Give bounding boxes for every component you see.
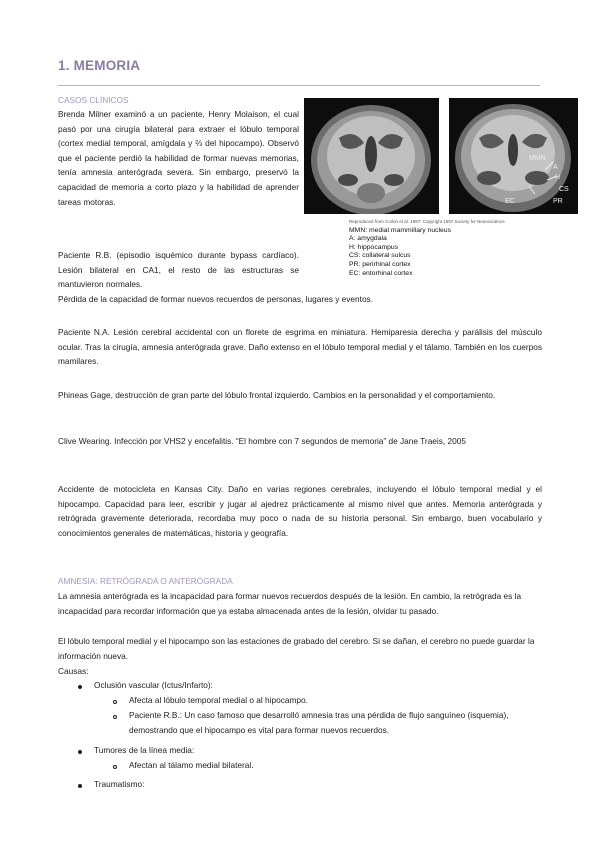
page-heading: 1. MEMORIA — [58, 58, 141, 73]
cause-item: Oclusión vascular (Ictus/Infarto): — [94, 680, 213, 690]
mri-label-mmn: MMN — [529, 155, 546, 162]
mri-label-cs: CS — [559, 186, 569, 193]
mri-label-pr: PR — [553, 198, 563, 205]
case-milner: Brenda Milner examinó a un paciente, Henry Molaison, el cual pasó por una cirugía bilateral para extraer el lóbulo temporal (cortex medial temporal, amígdala y ⅔ del hipocampo). Observó que el paciente perdió la habilidad de formar nuevas memorias, tenía amnesia anterógrada severa. Sin embargo, preservó la capacidad de memoria a corto plazo y la habilidad de aprender tareas motoras. — [58, 109, 299, 207]
sub-bullet-icon — [113, 765, 117, 769]
legend-item: MMN: medial mammillary nucleus — [349, 226, 451, 234]
section-title-cases: CASOS CLÍNICOS — [58, 95, 129, 105]
amnesia-paragraph-2: El lóbulo temporal medial y el hipocampo son las estaciones de grabado del cerebro. Si se dañan, el cerebro no puede guardar la información nueva. — [58, 636, 535, 661]
causes-label: Causas: — [58, 666, 89, 676]
case-wearing: Clive Wearing. Infección por VHS2 y encefalitis. “El hombre con 7 segundos de memoria” de Jane Traeis, 2005 — [58, 436, 466, 446]
case-gage: Phineas Gage, destrucción de gran parte del lóbulo frontal izquierdo. Cambios en la personalidad y el comportamiento. — [58, 390, 496, 400]
case-rb-followup: Pérdida de la capacidad de formar nuevos recuerdos de personas, lugares y eventos. — [58, 294, 374, 304]
legend-item: PR: perirhinal cortex — [349, 260, 411, 268]
cause-item: Traumatismo: — [94, 779, 145, 789]
figure-legend — [349, 218, 505, 278]
case-kansas: Accidente de motocicleta en Kansas City. Daño en varias regiones cerebrales, incluyendo el lóbulo temporal medial y el hipocampo. Capacidad para leer, escribir y jugar al ajedrez prácticamente al mismo nivel que antes. Memoria anterógrada y retrógrada gravemente deteriorada, recordaba muy poco o nada de su historia personal. Sin embargo, buen vocabulario y conocimientos generales de matemáticas, historia y geografía. — [58, 484, 542, 538]
cause-subitem: Afecta al lóbulo temporal medial o al hipocampo. — [129, 695, 308, 705]
sub-bullet-icon — [113, 715, 117, 719]
cause-subitem: Afectan al tálamo medial bilateral. — [129, 760, 254, 770]
bullet-icon — [78, 784, 82, 788]
case-na: Paciente N.A. Lesión cerebral accidental con un florete de esgrima en miniatura. Hemiparesia derecha y parálisis del músculo ocular. Tras la cirugía, amnesia anterógrada grave. Daño extenso en el lóbulo temporal medial y el tálamo. También en los cuerpos mamilares. — [58, 327, 542, 367]
bullet-icon — [78, 750, 82, 754]
legend-item: H: hippocampus — [349, 243, 399, 251]
legend-item: A: amygdala — [349, 235, 387, 243]
mri-image-right — [449, 98, 578, 214]
cause-item: Tumores de la línea media: — [94, 745, 195, 755]
case-rb: Paciente R.B. (episodio isquémico durante bypass cardíaco). Lesión bilateral en CA1, el resto de las estructuras se mantuvieron normales. — [58, 250, 299, 290]
mri-label-ec: EC — [505, 198, 515, 205]
mri-label-a: A — [553, 164, 558, 171]
figure-credit: Reproduced from Corkin et al. 1997; Copyright 1997 Society for Neuroscience — [349, 219, 505, 224]
legend-item: CS: collateral sulcus — [349, 252, 411, 260]
legend-item: EC: entorhinal cortex — [349, 269, 413, 277]
heading-rule — [58, 85, 540, 86]
bullet-icon — [78, 685, 82, 689]
section-title-amnesia: AMNESIA: RETRÓGRADA O ANTERÓGRADA — [58, 576, 233, 586]
mri-image-left — [304, 98, 439, 214]
sub-bullet-icon — [113, 700, 117, 704]
mri-label-h: H — [555, 174, 561, 181]
amnesia-paragraph-1: La amnesia anterógrada es la incapacidad para formar nuevos recuerdos después de la lesión. En cambio, la retrógrada es la incapacidad para recordar información que ya estaba almacenada antes de la lesión, olvidar tu pasado. — [58, 591, 522, 616]
cause-subitem: Paciente R.B.: Un caso famoso que desarrolló amnesia tras una pérdida de flujo sanguíneo (isquemia), demostrando que el hipocampo es vital para formar nuevos recuerdos. — [129, 710, 509, 735]
